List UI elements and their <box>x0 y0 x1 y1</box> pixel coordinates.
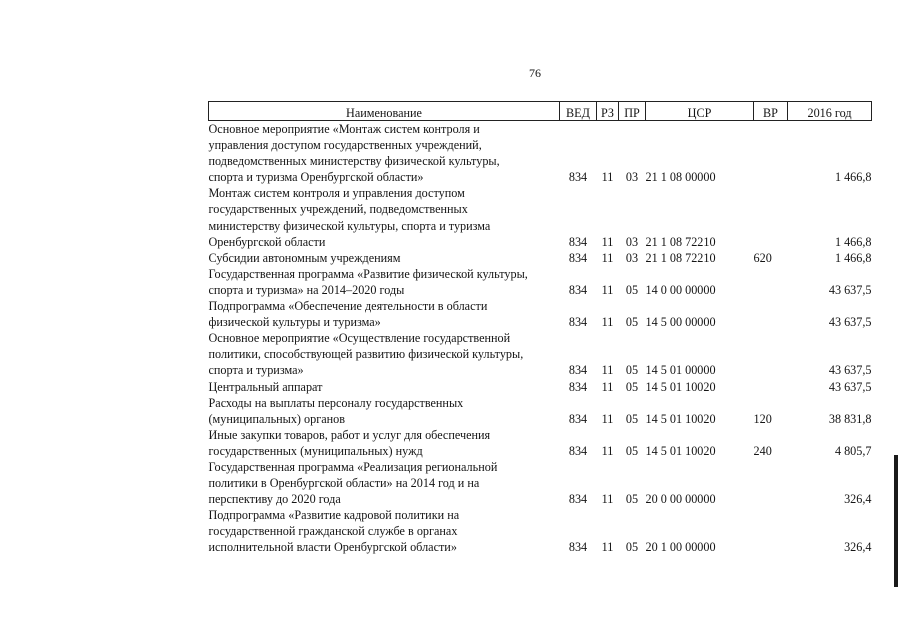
row-amount: 38 831,8 <box>828 411 872 426</box>
row-name-line: (муниципальных) органов <box>208 411 346 426</box>
row-name <box>209 266 560 298</box>
row-amount: 43 637,5 <box>828 379 872 394</box>
row-ved: 834 <box>568 379 588 394</box>
row-name-line: исполнительной власти Оренбургской области» <box>208 540 457 555</box>
row-csr: 20 1 00 00000 <box>645 540 716 555</box>
table-row <box>209 250 872 266</box>
row-rz: 11 <box>601 540 614 555</box>
row-name-line: Оренбургской области <box>208 234 326 249</box>
row-name-line: Подпрограмма «Развитие кадровой политики на <box>208 508 460 523</box>
table-row <box>209 330 872 378</box>
row-amount: 4 805,7 <box>834 443 872 458</box>
row-csr: 14 5 01 00000 <box>645 363 716 378</box>
row-pr: 05 <box>625 315 639 330</box>
table-row <box>209 379 872 395</box>
row-name-line: спорта и туризма Оренбургской области» <box>208 170 424 185</box>
row-ved: 834 <box>568 315 588 330</box>
row-name-line: Подпрограмма «Обеспечение деятельности в области <box>208 299 488 314</box>
row-name <box>209 298 560 330</box>
row-rz: 11 <box>601 315 614 330</box>
row-name-line: государственной гражданской службе в органах <box>208 524 458 539</box>
row-name <box>209 507 560 555</box>
row-rz: 11 <box>601 170 614 185</box>
scan-edge-mark <box>894 455 898 587</box>
row-ved: 834 <box>568 363 588 378</box>
row-pr: 05 <box>625 282 639 297</box>
row-name-line: министерству физической культуры, спорта и туризма <box>208 218 491 233</box>
row-csr: 21 1 08 72210 <box>645 234 716 249</box>
row-name <box>209 250 560 266</box>
row-name-line: Центральный аппарат <box>208 379 323 394</box>
row-vr <box>754 121 788 186</box>
row-rz: 11 <box>601 250 614 265</box>
row-amount: 1 466,8 <box>834 170 872 185</box>
row-amount: 1 466,8 <box>834 250 872 265</box>
table-header-row <box>209 102 872 121</box>
row-name-line: Иные закупки товаров, работ и услуг для обеспечения <box>208 427 491 442</box>
row-csr: 14 0 00 00000 <box>645 282 716 297</box>
row-rz: 11 <box>601 363 614 378</box>
row-vr <box>754 507 788 555</box>
row-pr: 05 <box>625 379 639 394</box>
row-name-line: управления доступом государственных учреждений, <box>208 138 482 153</box>
row-name <box>209 121 560 186</box>
row-amount: 326,4 <box>844 540 872 555</box>
row-name-line: перспективу до 2020 года <box>208 492 341 507</box>
row-amount: 43 637,5 <box>828 363 872 378</box>
row-csr: 21 1 08 00000 <box>645 170 716 185</box>
table-row <box>209 121 872 186</box>
row-ved: 834 <box>568 540 588 555</box>
header-ved: ВЕД <box>560 102 597 121</box>
page-number: 76 <box>529 66 541 80</box>
row-name-line: Субсидии автономным учреждениям <box>208 250 401 265</box>
row-csr: 21 1 08 72210 <box>645 250 716 265</box>
row-vr: 120 <box>753 411 772 426</box>
row-name-line: политики, способствующей развитию физической культуры, <box>208 347 524 362</box>
row-csr: 14 5 00 00000 <box>645 315 716 330</box>
row-ved: 834 <box>568 492 588 507</box>
row-ved: 834 <box>568 250 588 265</box>
row-name-line: подведомственных министерству физической культуры, <box>208 154 500 169</box>
row-name-line: спорта и туризма» <box>208 363 304 378</box>
row-name-line: физической культуры и туризма» <box>208 315 381 330</box>
row-vr <box>754 185 788 249</box>
row-name-line: Государственная программа «Реализация региональной <box>208 459 498 474</box>
row-name <box>209 330 560 378</box>
table-row <box>209 395 872 427</box>
header-vr: ВР <box>754 102 788 121</box>
budget-table <box>208 101 872 556</box>
row-pr: 05 <box>625 540 639 555</box>
header-csr: ЦСР <box>646 102 754 121</box>
row-name <box>209 395 560 427</box>
row-name-line: Основное мероприятие «Осуществление государственной <box>208 331 511 346</box>
row-name-line: государственных учреждений, подведомственных <box>208 202 468 217</box>
row-ved: 834 <box>568 443 588 458</box>
row-name-line: спорта и туризма» на 2014–2020 годы <box>208 282 405 297</box>
row-name-line: политики в Оренбургской области» на 2014 год и на <box>208 476 480 491</box>
row-vr <box>754 298 788 330</box>
row-rz: 11 <box>601 443 614 458</box>
row-ved: 834 <box>568 411 588 426</box>
row-pr: 03 <box>625 234 639 249</box>
table-row <box>209 266 872 298</box>
row-pr: 05 <box>625 363 639 378</box>
row-pr: 03 <box>625 250 639 265</box>
row-rz: 11 <box>601 492 614 507</box>
table-row <box>209 507 872 555</box>
row-name-line: Монтаж систем контроля и управления доступом <box>208 186 465 201</box>
row-vr <box>754 379 788 395</box>
row-rz: 11 <box>601 379 614 394</box>
row-name <box>209 379 560 395</box>
table-row <box>209 185 872 249</box>
row-name <box>209 459 560 507</box>
row-amount: 43 637,5 <box>828 282 872 297</box>
row-pr: 05 <box>625 443 639 458</box>
row-vr <box>754 266 788 298</box>
row-amount: 326,4 <box>844 492 872 507</box>
row-ved: 834 <box>568 170 588 185</box>
row-rz: 11 <box>601 282 614 297</box>
row-csr: 14 5 01 10020 <box>645 379 716 394</box>
header-year: 2016 год <box>788 102 872 121</box>
row-rz: 11 <box>601 411 614 426</box>
row-name <box>209 427 560 459</box>
row-name-line: Расходы на выплаты персоналу государственных <box>208 395 464 410</box>
row-csr: 14 5 01 10020 <box>645 411 716 426</box>
row-vr <box>754 330 788 378</box>
table-row <box>209 459 872 507</box>
row-vr <box>754 459 788 507</box>
table-row <box>209 427 872 459</box>
header-rz: РЗ <box>597 102 619 121</box>
row-pr: 03 <box>625 170 639 185</box>
row-csr: 14 5 01 10020 <box>645 443 716 458</box>
row-amount: 1 466,8 <box>834 234 872 249</box>
row-csr: 20 0 00 00000 <box>645 492 716 507</box>
row-name-line: Государственная программа «Развитие физической культуры, <box>208 266 528 281</box>
row-amount: 43 637,5 <box>828 315 872 330</box>
row-ved: 834 <box>568 282 588 297</box>
header-name: Наименование <box>209 102 560 121</box>
row-vr: 240 <box>753 443 772 458</box>
row-rz: 11 <box>601 234 614 249</box>
row-pr: 05 <box>625 411 639 426</box>
header-pr: ПР <box>619 102 646 121</box>
row-name-line: Основное мероприятие «Монтаж систем контроля и <box>208 122 480 136</box>
row-ved: 834 <box>568 234 588 249</box>
row-pr: 05 <box>625 492 639 507</box>
row-name-line: государственных (муниципальных) нужд <box>208 443 423 458</box>
row-vr: 620 <box>753 250 772 265</box>
row-name <box>209 185 560 249</box>
table-row <box>209 298 872 330</box>
